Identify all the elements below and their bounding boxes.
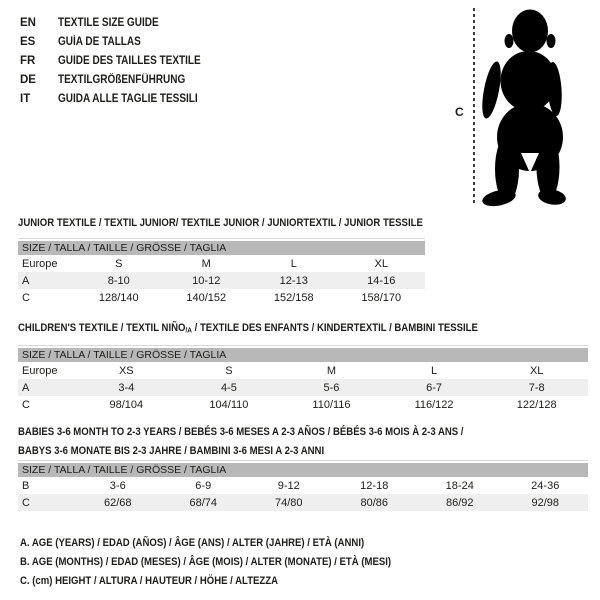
size-cell: 116/122 bbox=[414, 398, 454, 411]
language-label: GUÍA DE TALLAS bbox=[58, 35, 141, 48]
size-cell: 14-16 bbox=[338, 272, 426, 289]
table-title-text: JUNIOR TEXTILE / TEXTIL JUNIOR/ TEXTILE JUNIOR / JUNIORTEXTIL / JUNIOR TESSILE bbox=[18, 217, 423, 229]
size-cell: 86/92 bbox=[417, 494, 503, 511]
row-label: Europe bbox=[22, 257, 58, 270]
size-table-children bbox=[18, 345, 588, 413]
size-cell: 6-7 bbox=[383, 379, 486, 396]
legend-line: A. AGE (YEARS) / EDAD (AÑOS) / ÂGE (ANS) / ALTER (JAHRE) / ETÀ (ANNI) bbox=[20, 537, 365, 549]
size-table-babies bbox=[18, 460, 588, 511]
size-header-row bbox=[18, 463, 588, 477]
language-label: TEXTILE SIZE GUIDE bbox=[58, 16, 159, 29]
size-cell: 3-6 bbox=[109, 479, 126, 492]
size-cell: 92/98 bbox=[503, 494, 589, 511]
table-title-text: CHILDREN'S TEXTILE / TEXTIL $NIÑO_{/A}$ / TEXTILE DES ENFANTS / KINDERTEXTIL / BAMBINI TESSILE bbox=[18, 322, 478, 335]
size-cell: 140/152 bbox=[186, 291, 227, 304]
size-header-cell: SIZE / TALLA / TAILLE / GRÖSSE / TAGLIA bbox=[18, 241, 425, 255]
size-table-grid bbox=[18, 241, 425, 306]
size-cell: 18-24 bbox=[445, 479, 474, 492]
row-label: C bbox=[22, 291, 30, 304]
row-label: Europe bbox=[22, 364, 58, 377]
table-title-babies bbox=[18, 423, 530, 460]
size-cell: 4-5 bbox=[178, 379, 281, 396]
size-cell: 9-12 bbox=[277, 479, 300, 492]
size-cell: XS bbox=[118, 364, 134, 377]
size-cell: 8-10 bbox=[75, 272, 163, 289]
language-code: ES bbox=[20, 35, 36, 48]
size-cell: 12-13 bbox=[250, 272, 338, 289]
size-cell: XL bbox=[374, 257, 388, 270]
size-cell: 3-4 bbox=[75, 379, 178, 396]
row-label: A bbox=[18, 272, 75, 289]
language-row bbox=[20, 70, 222, 89]
language-row bbox=[20, 13, 222, 32]
size-cell: 12-18 bbox=[360, 479, 389, 492]
language-list bbox=[20, 13, 222, 108]
language-code: FR bbox=[20, 54, 36, 67]
language-row bbox=[20, 32, 222, 51]
size-cell: 128/140 bbox=[98, 291, 139, 304]
row-label: C bbox=[18, 494, 75, 511]
size-cell: S bbox=[225, 364, 233, 377]
table-row bbox=[18, 289, 425, 306]
language-label: GUIDE DES TAILLES TEXTILE bbox=[58, 54, 201, 67]
table-row bbox=[18, 494, 588, 511]
size-cell: 152/158 bbox=[273, 291, 314, 304]
size-cell: 10-12 bbox=[163, 272, 251, 289]
size-table-grid bbox=[18, 348, 588, 413]
size-cell: L bbox=[431, 364, 438, 377]
row-label: B bbox=[22, 479, 30, 492]
size-cell: 122/128 bbox=[516, 398, 557, 411]
legend-line: B. AGE (MONTHS) / EDAD (MESES) / ÂGE (MOIS) / ALTER (MONATE) / ETÀ (MESI) bbox=[20, 556, 392, 568]
size-cell: L bbox=[290, 257, 297, 270]
table-row bbox=[18, 379, 588, 396]
size-cell: 80/86 bbox=[332, 494, 418, 511]
size-cell: 24-36 bbox=[531, 479, 560, 492]
size-header-row bbox=[18, 241, 425, 255]
language-code: IT bbox=[20, 92, 31, 105]
table-row bbox=[18, 362, 588, 379]
size-cell: M bbox=[326, 364, 337, 377]
size-cell: XL bbox=[529, 364, 544, 377]
size-header-cell: SIZE / TALLA / TAILLE / GRÖSSE / TAGLIA bbox=[18, 348, 588, 362]
size-cell: 110/116 bbox=[312, 398, 351, 411]
subscript-text: /A bbox=[185, 325, 192, 335]
size-cell: 98/104 bbox=[109, 398, 144, 411]
table-row bbox=[18, 255, 425, 272]
table-title-text: BABIES 3-6 MONTH TO 2-3 YEARS / BEBÉS 3-6 MESES A 2-3 AÑOS / BÉBÉS 3-6 MOIS À 2-3 ANS / bbox=[18, 426, 464, 438]
size-cell: S bbox=[115, 257, 123, 270]
legend bbox=[20, 534, 447, 591]
language-row bbox=[20, 89, 222, 108]
row-label: A bbox=[18, 379, 75, 396]
legend-line: C. (cm) HEIGHT / ALTURA / HAUTEUR / HÖHE / ALTEZZA bbox=[20, 575, 279, 587]
size-cell: 74/80 bbox=[246, 494, 332, 511]
language-label: TEXTILGRÖßENFÜHRUNG bbox=[58, 73, 186, 86]
height-measure-line bbox=[473, 8, 475, 204]
size-table-grid bbox=[18, 463, 588, 511]
table-title-children bbox=[18, 319, 547, 340]
size-header-cell: SIZE / TALLA / TAILLE / GRÖSSE / TAGLIA bbox=[18, 463, 588, 477]
language-code: DE bbox=[20, 73, 36, 86]
size-cell: M bbox=[201, 257, 211, 270]
row-label: C bbox=[22, 398, 30, 411]
table-title-text: BABYS 3-6 MONATE BIS 2-3 JAHRE / BAMBINI 3-6 MESI A 2-3 ANNI bbox=[18, 444, 325, 457]
table-row bbox=[18, 272, 425, 289]
language-code: EN bbox=[20, 16, 36, 29]
table-row bbox=[18, 396, 588, 413]
language-label: GUIDA ALLE TAGLIE TESSILI bbox=[58, 92, 198, 105]
size-cell: 104/110 bbox=[209, 398, 249, 411]
size-cell: 62/68 bbox=[75, 494, 161, 511]
size-table-junior bbox=[18, 238, 425, 306]
baby-silhouette-icon bbox=[482, 9, 598, 207]
size-header-row bbox=[18, 348, 588, 362]
size-cell: 5-6 bbox=[280, 379, 383, 396]
language-row bbox=[20, 51, 222, 70]
size-cell: 7-8 bbox=[485, 379, 588, 396]
table-title-junior bbox=[18, 214, 483, 233]
table-row bbox=[18, 477, 588, 494]
size-cell: 158/170 bbox=[361, 291, 402, 304]
height-measure-label: C bbox=[455, 105, 464, 119]
size-cell: 6-9 bbox=[195, 479, 212, 492]
size-cell: 68/74 bbox=[161, 494, 247, 511]
